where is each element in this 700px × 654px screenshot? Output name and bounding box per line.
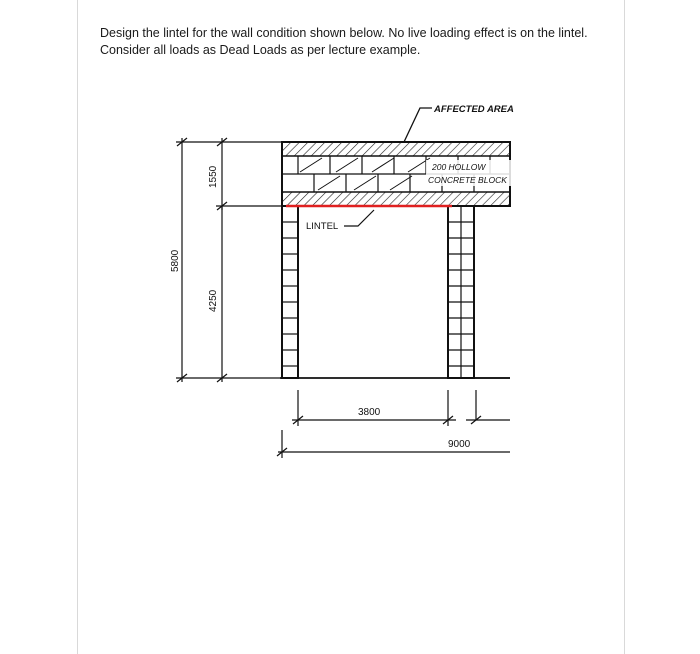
dim-total-height-text: 5800 <box>170 249 181 272</box>
block-label-line-1: 200 HOLLOW <box>432 162 486 172</box>
question-line-2: Consider all loads as Dead Loads as per lecture example. <box>100 43 421 57</box>
right-wall-continuation <box>474 206 510 378</box>
lintel-leader <box>344 210 374 226</box>
dimension-total-width <box>277 430 510 458</box>
lintel-label: LINTEL <box>306 221 339 232</box>
dimension-upper-height <box>216 138 282 210</box>
affected-area-label: AFFECTED AREA <box>434 104 514 115</box>
left-jamb-blocks <box>282 206 298 378</box>
question-line-1: Design the lintel for the wall condition shown below. No live loading effect is on the lintel. <box>100 26 588 40</box>
dim-opening-width-text: 3800 <box>358 407 381 418</box>
block-label-line-2: CONCRETE BLOCK <box>428 175 507 185</box>
affected-area-leader <box>404 108 432 142</box>
dim-total-width-text: 9000 <box>448 439 471 450</box>
dim-upper-height-text: 1550 <box>208 165 219 188</box>
dim-lower-height-text: 4250 <box>208 289 219 312</box>
dimension-total-height <box>176 138 290 382</box>
dimension-opening-width <box>292 390 510 426</box>
right-jamb-blocks <box>448 206 474 378</box>
